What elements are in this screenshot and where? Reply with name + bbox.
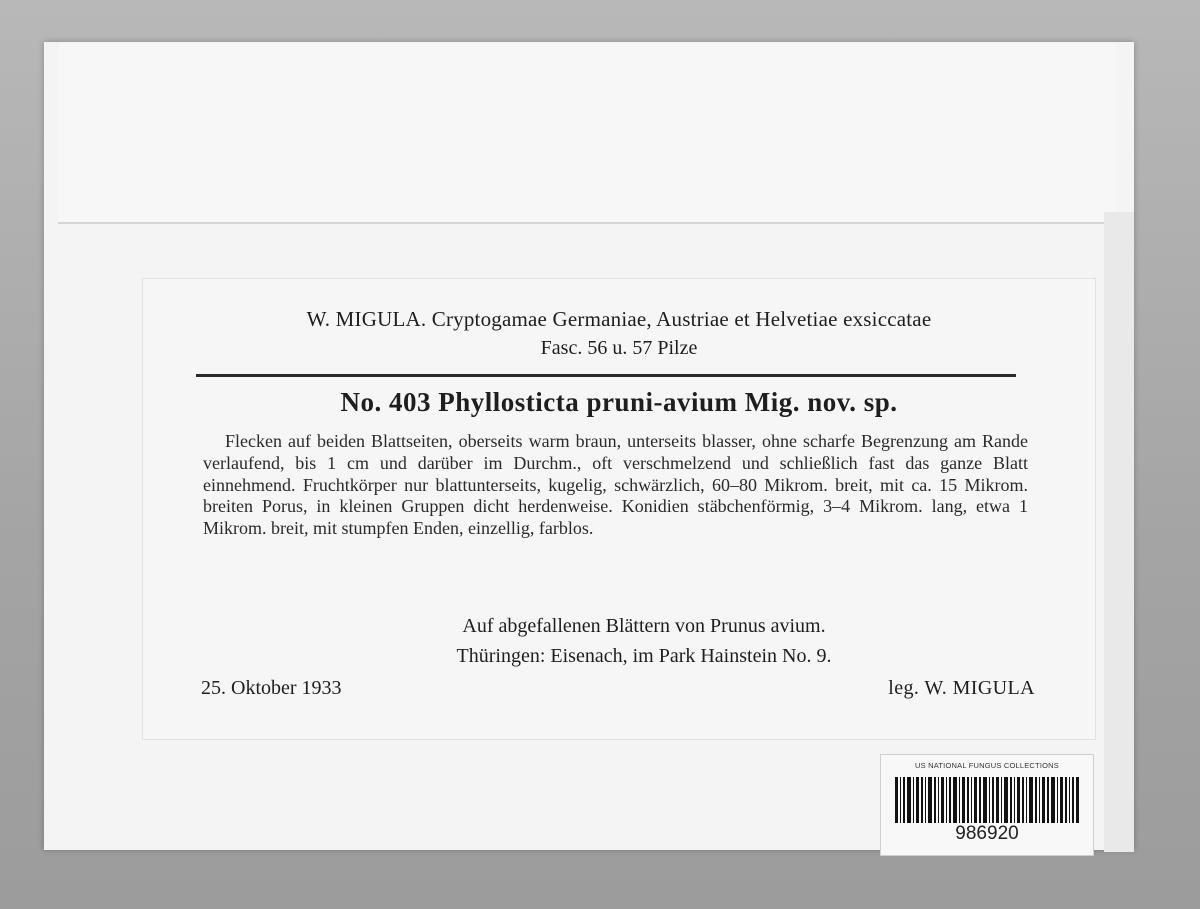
series-title: W. MIGULA. Cryptogamae Germaniae, Austriae et Helvetiae exsiccatae: [306, 307, 932, 331]
barcode-icon: [895, 777, 1079, 823]
divider-rule: [196, 374, 1016, 377]
barcode-institution: US NATIONAL FUNGUS COLLECTIONS: [915, 761, 1059, 770]
locality-line: Thüringen: Eisenach, im Park Hainstein No. 9.: [456, 645, 832, 667]
barcode-number: 986920: [955, 823, 1019, 844]
envelope-side-edge: [1104, 212, 1134, 852]
species-title: No. 403 Phyllosticta pruni-avium Mig. nov. sp.: [340, 387, 898, 417]
species-description: Flecken auf beiden Blattseiten, oberseits warm braun, unterseits blasser, ohne scharfe Begrenzung am Rande verlaufend, bis 1 cm und darüber im Durchm., oft verschmelzend und schließlich fast das ganze Blatt einnehmend. Fruchtkörper nur blattunterseits, kugelig, schwärzlich, 60–80 Mikrom. breit, mit ca. 15 Mikrom. breiten Porus, in kleinen Gruppen dicht herdenweise. Konidien stäbchenförmig, 3–4 Mikrom. lang, etwa 1 Mikrom. breit, mit stumpfen Enden, einzellig, farblos.: [203, 431, 1028, 539]
specimen-label: [142, 278, 1096, 740]
envelope-flap: [58, 44, 1116, 224]
collector: leg. W. MIGULA: [888, 677, 1035, 699]
fascicle-line: Fasc. 56 u. 57 Pilze: [540, 337, 698, 359]
collection-date: 25. Oktober 1933: [201, 677, 342, 699]
barcode-label: [880, 754, 1094, 856]
host-line: Auf abgefallenen Blättern von Prunus avium.: [462, 615, 826, 637]
